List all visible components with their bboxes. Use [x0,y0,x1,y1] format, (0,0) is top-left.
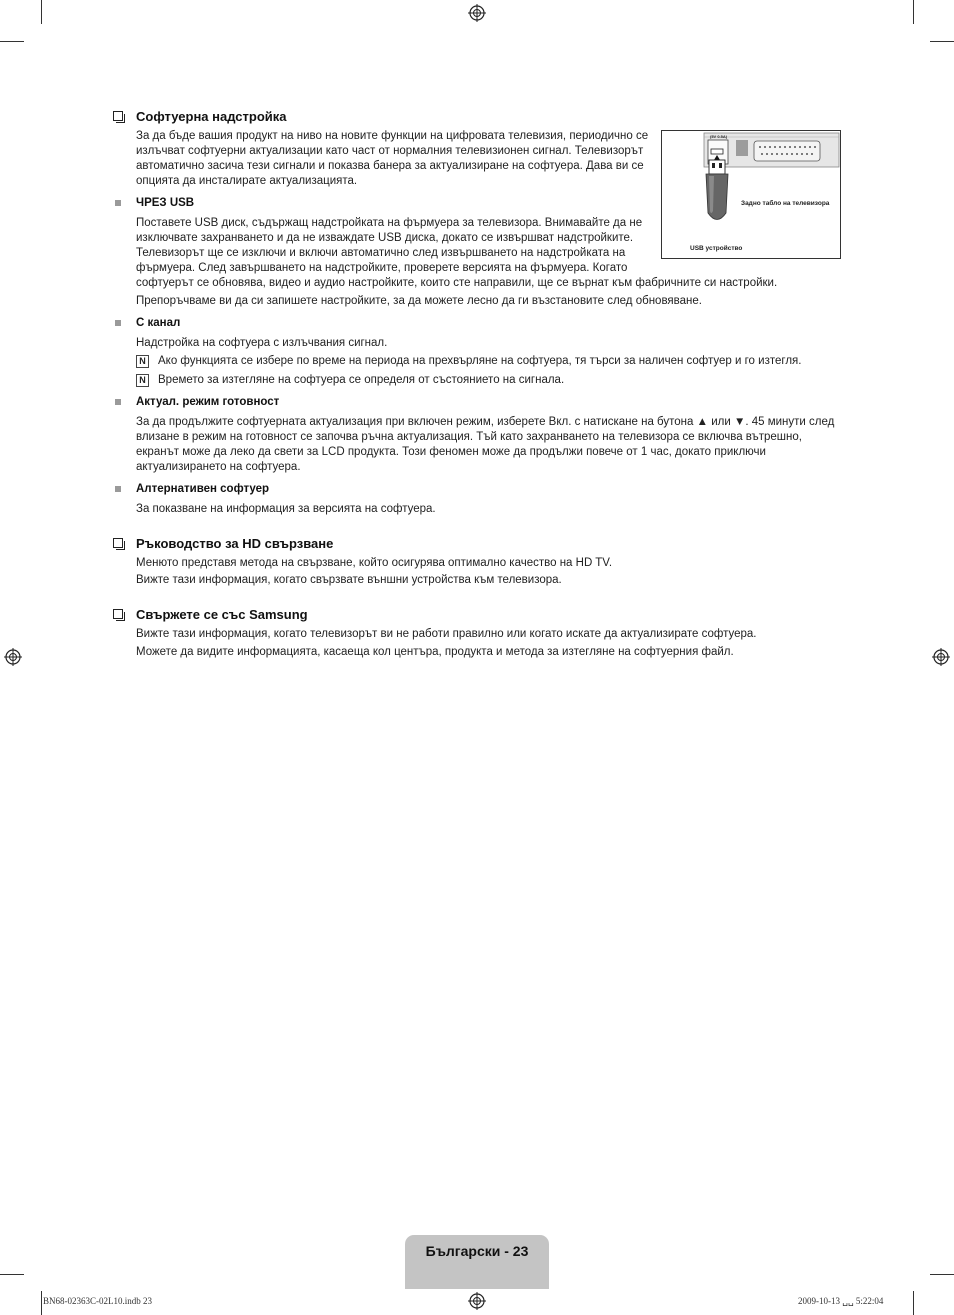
tv-back-panel-label: Задно табло на телевизора [741,200,830,207]
usb-device-label: USB устройство [690,245,743,252]
crop-mark [41,1291,42,1315]
registration-mark-icon [4,648,22,666]
registration-mark-icon [468,1292,486,1310]
section-text: Вижте тази информация, когато свързвате външни устройства към телевизора. [136,574,562,586]
section-software-upgrade [113,108,843,517]
square-bullet-icon [115,320,121,326]
usb-connection-figure [661,130,841,259]
note-icon: N [136,374,149,387]
crop-mark [41,0,42,24]
channel-description: Надстройка на софтуера с излъчвания сигнал. [136,337,388,349]
note-icon: N [136,355,149,368]
registration-mark-icon [468,4,486,22]
section-heading [113,606,843,623]
section-text: Можете да видите информацията, касаеща кол центъра, продукта и метода за изтегляне на софтуерния файл. [136,646,734,658]
crop-mark [930,41,954,42]
checkbox-bullet-icon [113,609,123,619]
subsection-heading-standby [113,395,843,410]
section-heading [113,108,843,125]
print-slug-right: 2009-10-13 ␣␣ 5:22:04 [798,1296,884,1306]
section-heading-text: Ръководство за HD свързване [136,536,334,551]
note-item [136,354,843,369]
tv-back-panel-illustration [662,131,840,258]
square-bullet-icon [115,399,121,405]
subsection-heading-text: Актуал. режим готовност [136,396,280,408]
subsection-heading-text: С канал [136,317,181,329]
crop-mark [0,41,24,42]
subsection-heading-channel [113,316,843,331]
note-text: Времето за изтегляне на софтуера се определя от състоянието на сигнала. [158,374,565,386]
section-contact-samsung [113,606,843,660]
section-text: Менюто представя метода на свързване, който осигурява оптимално качество на HD TV. [136,557,613,569]
section-heading-text: Софтуерна надстройка [136,109,287,124]
section-heading [113,535,843,552]
section-hd-connection-guide [113,535,843,588]
square-bullet-icon [115,486,121,492]
note-text: Ако функцията се избере по време на периода на прехвърляне на софтуера, тя търси за наличен софтуер и го изтегля. [158,355,802,367]
usb-recommendation: Препоръчваме ви да си запишете настройките, за да можете лесно да ги възстановите след обновяване. [136,295,702,307]
section-intro-text: За да бъде вашия продукт на ниво на новите функции на цифровата телевизия, периодично се излъчват софтуерни актуализации като част от нормалния телевизионен сигнал. Телевизорът автоматично засича тези сигнали и показва банера за актуализиране на софтуера. Дава ви се опцията да инсталирате актуализацията. [136,130,649,187]
crop-mark [913,0,914,24]
registration-mark-icon [932,648,950,666]
checkbox-bullet-icon [113,111,123,121]
crop-mark [930,1274,954,1275]
subsection-heading-usb [113,196,843,211]
print-slug-left: BN68-02363C-02L10.indb 23 [43,1296,152,1306]
page-content [113,108,843,674]
usb-instructions: Поставете USB диск, съдържащ надстройката на фърмуера за телевизора. Внимавайте да не изключвате захранването и да не изваждате USB диска, докато се извършват надстройките. Телевизорът ще се изключи и включи автоматично след извършването на надстройката на фърмуера. След завършването на надстройките, проверете версията на фърмуера. Когато софтуерът се обновява, видео и аудио настройките, които сте направили, ще се върнат към фабричните си настройки. [136,217,778,289]
section-text: Вижте тази информация, когато телевизорът ви не работи правилно или когато искате да актуализирате софтуера. [136,628,757,640]
alternative-description: За показване на информация за версията на софтуера. [136,503,436,515]
subsection-heading-text: ЧРЕЗ USB [136,197,195,209]
crop-mark [0,1274,24,1275]
square-bullet-icon [115,200,121,206]
checkbox-bullet-icon [113,538,123,548]
crop-mark [913,1291,914,1315]
section-heading-text: Свържете се със Samsung [136,607,308,622]
page-number-tab [405,1235,549,1289]
page-number-label: Български - 23 [425,1243,529,1259]
note-item [136,373,843,388]
subsection-heading-alternative [113,482,843,497]
subsection-heading-text: Алтернативен софтуер [136,483,270,495]
standby-description: За да продължите софтуерната актуализация при включен режим, изберете Вкл. с натискане на бутона ▲ или ▼. 45 минути след влизане в режим на готовност се започва ръчна актуализация. Тъй като захранването на телевизора се включва вътрешно, екранът може да леко да свети за LCD продукта. Този феномен може да продължи повече от 1 час, докато приключи актуализирането на софтуера. [136,416,835,473]
port-label: (5V 0.5A) [710,134,728,139]
